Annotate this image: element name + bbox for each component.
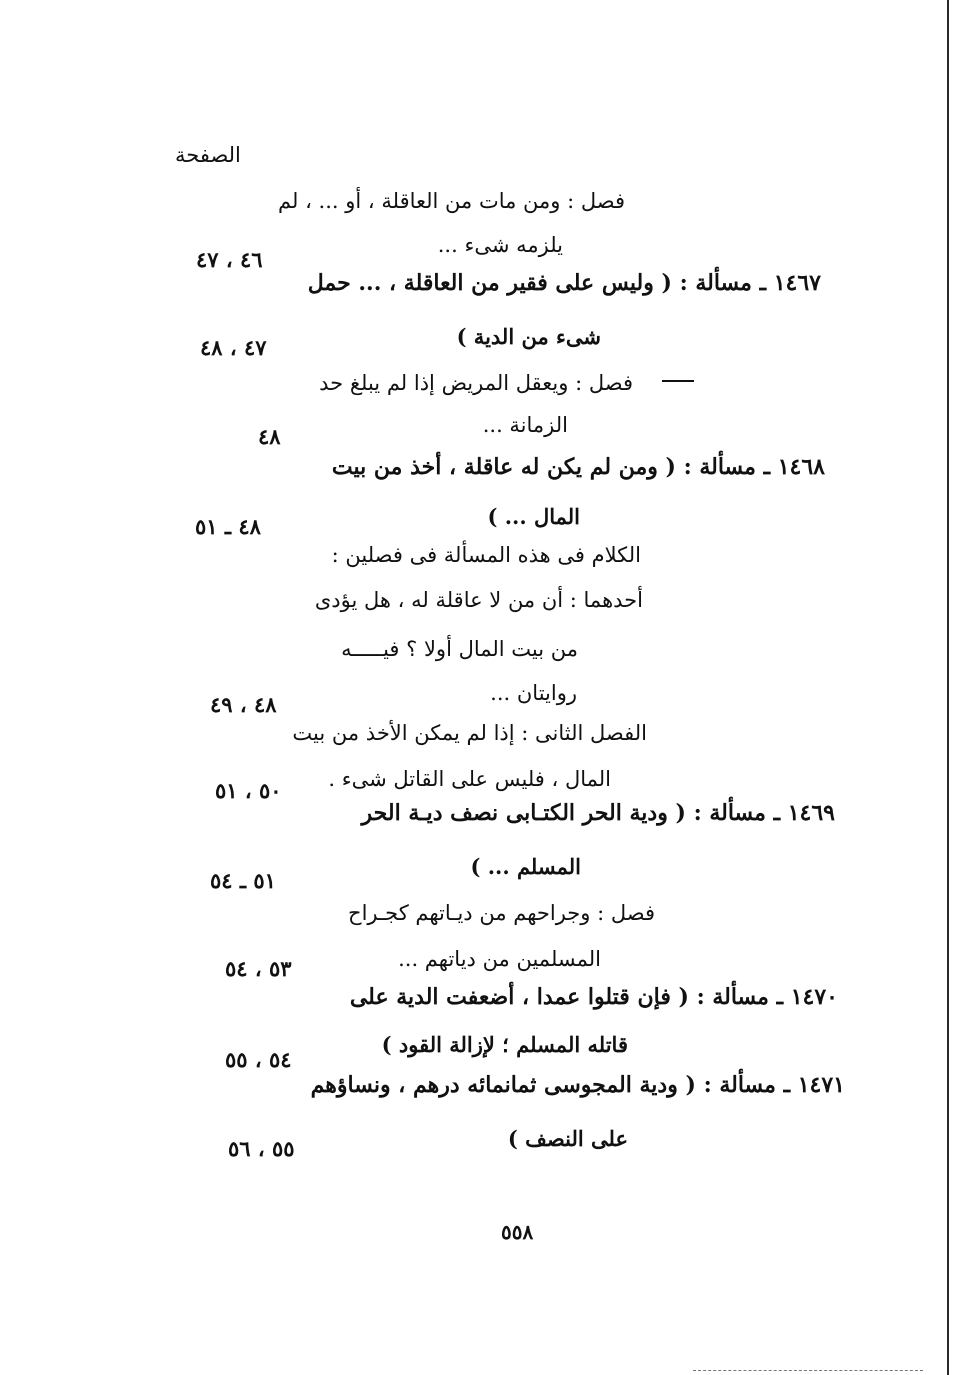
section-line: الزمانة ... xyxy=(482,413,568,437)
section-line: الكلام فى هذه المسألة فى فصلين : xyxy=(331,543,641,567)
masala-entry: ١٤٦٩ ـ مسألة : ( ودية الحر الكتـابى نصف ديـة الحر xyxy=(361,800,835,826)
page-ref: ٤٧ ، ٤٨ xyxy=(200,335,267,360)
section-line: روايتان ... xyxy=(490,681,577,705)
bottom-edge-dashes xyxy=(693,1370,923,1371)
section-line: أحدهما : أن من لا عاقلة له ، هل يؤدى xyxy=(314,588,643,612)
masala-entry-cont: المسلم ... ) xyxy=(470,854,581,879)
masala-entry: ١٤٧٠ ـ مسألة : ( فإن قتلوا عمدا ، أضعفت الدية على xyxy=(349,984,838,1010)
page-ref: ٥٣ ، ٥٤ xyxy=(225,956,292,981)
continuation-dash xyxy=(662,380,694,382)
section-line: المسلمين من دياتهم ... xyxy=(398,947,601,971)
masala-entry: ١٤٦٧ ـ مسألة : ( وليس على فقير من العاقلة ، ... حمل xyxy=(307,270,821,296)
section-line: يلزمه شىء ... xyxy=(437,233,563,257)
masala-entry-cont: المال ... ) xyxy=(487,504,580,529)
section-line: المال ، فليس على القاتل شىء . xyxy=(328,767,611,791)
masala-entry-cont: على النصف ) xyxy=(507,1126,628,1151)
page-ref: ٤٨ ، ٤٩ xyxy=(210,692,277,717)
section-line: من بيت المال أولا ؟ فيـــــه xyxy=(341,637,578,661)
masala-entry-cont: قاتله المسلم ؛ لإزالة القود ) xyxy=(381,1032,628,1057)
page-ref: ٥٤ ، ٥٥ xyxy=(225,1047,292,1072)
section-line: فصل : ويعقل المريض إذا لم يبلغ حد xyxy=(319,371,633,395)
masala-entry-cont: شىء من الدية ) xyxy=(456,324,601,349)
section-line: فصل : ومن مات من العاقلة ، أو ... ، لم xyxy=(278,189,625,213)
page-ref: ٤٨ ـ ٥١ xyxy=(195,514,261,539)
section-line: فصل : وجراحهم من ديـاتهم كجـراح xyxy=(348,901,655,925)
page-edge-line xyxy=(947,0,949,1375)
page-number: ٥٥٨ xyxy=(501,1220,534,1244)
page-column-heading: الصفحة xyxy=(175,143,241,167)
page-ref: ٤٦ ، ٤٧ xyxy=(196,247,263,272)
masala-entry: ١٤٧١ ـ مسألة : ( ودية المجوسى ثمانمائه درهم ، ونساؤهم xyxy=(310,1072,845,1098)
page-ref: ٥٥ ، ٥٦ xyxy=(228,1136,295,1161)
section-line: الفصل الثانى : إذا لم يمكن الأخذ من بيت xyxy=(292,721,647,745)
masala-entry: ١٤٦٨ ـ مسألة : ( ومن لم يكن له عاقلة ، أخذ من بيت xyxy=(331,454,825,480)
page-ref: ٥٠ ، ٥١ xyxy=(215,778,282,803)
page-ref: ٥١ ـ ٥٤ xyxy=(210,868,276,893)
page-ref: ٤٨ xyxy=(258,424,281,449)
